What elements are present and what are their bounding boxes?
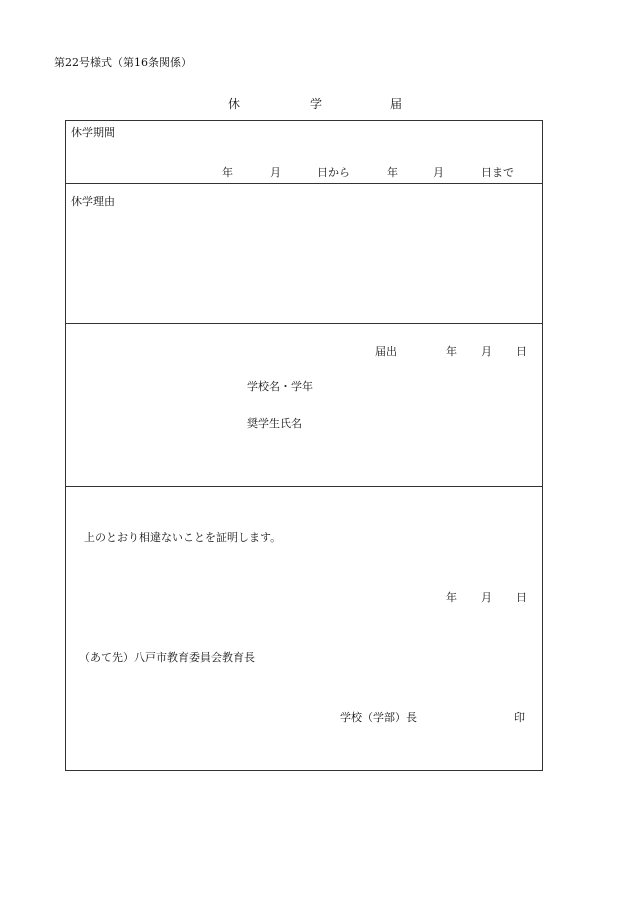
title-char-3: 届 [390,97,403,111]
reason-label: 休学理由 [71,195,115,208]
title-char-1: 休 [228,97,241,111]
seal-mark: 印 [514,711,525,724]
form-frame [65,120,543,771]
addressee: （あて先）八戸市教育委員会教育長 [79,651,255,664]
submission-year: 年 [446,345,457,358]
submission-month: 月 [481,345,492,358]
certification-day: 日 [516,591,527,604]
certification-year: 年 [446,591,457,604]
period-to-month: 月 [433,166,444,179]
title-char-2: 学 [310,97,323,111]
certification-month: 月 [481,591,492,604]
form-number: 第22号様式（第16条関係） [54,56,192,69]
period-label: 休学期間 [71,126,115,139]
period-to-day: 日まで [481,166,514,179]
period-to-year: 年 [387,166,398,179]
certification-statement: 上のとおり相違ないことを証明します。 [84,531,282,544]
school-name-label: 学校名・学年 [247,380,313,393]
submission-day: 日 [516,345,527,358]
student-name-label: 奨学生氏名 [247,417,302,430]
divider-reason [65,323,543,324]
divider-period [65,183,543,184]
period-from-month: 月 [270,166,281,179]
submission-label: 届出 [375,345,397,358]
period-from-year: 年 [222,166,233,179]
period-from-day: 日から [317,166,350,179]
principal-label: 学校（学部）長 [340,711,417,724]
divider-submission [65,486,543,487]
